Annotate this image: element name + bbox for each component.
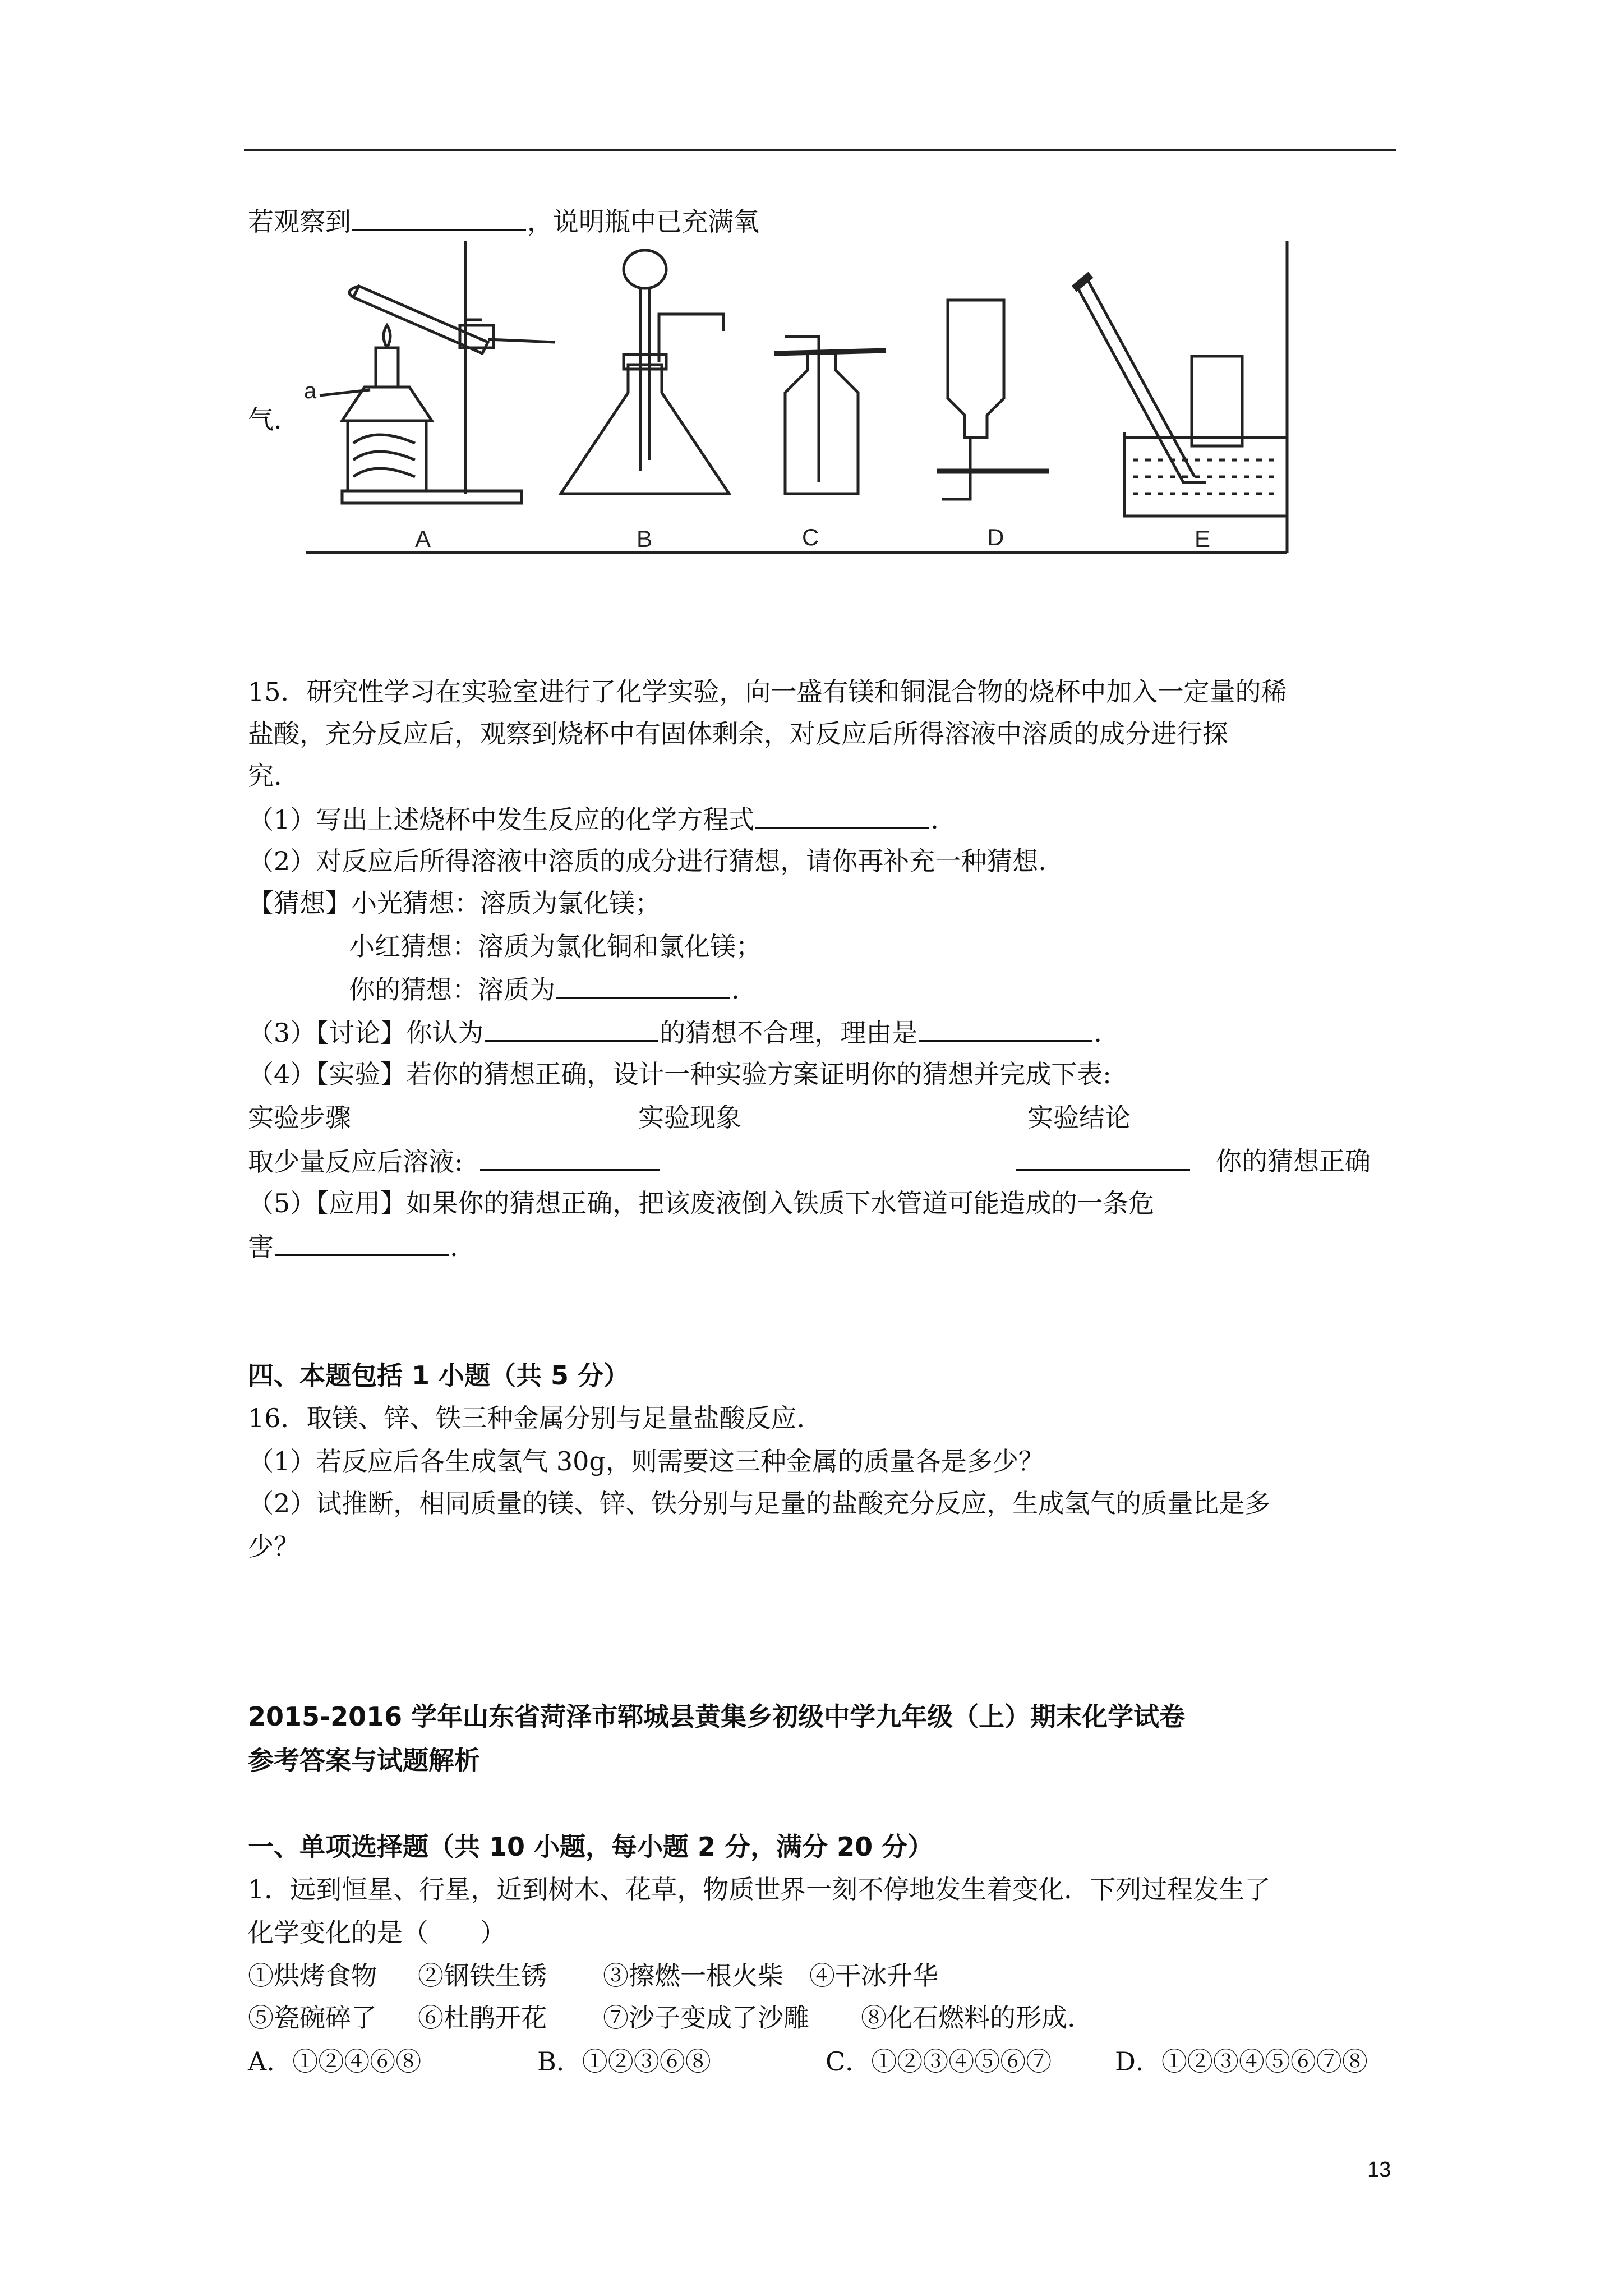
table-row-step (248, 1144, 661, 1179)
answer-blank[interactable] (919, 1015, 1092, 1042)
table-row-phenomenon (1015, 1144, 1191, 1179)
answer-blank[interactable] (1016, 1144, 1190, 1171)
q1-stem-b: 化学变化的是（ ） (248, 1917, 506, 1948)
choice-d[interactable]: D．①②③④⑤⑥⑦⑧ (1115, 2046, 1368, 2077)
q15-part-4 (248, 1057, 1112, 1091)
q14-text-a: 若观察到 (248, 206, 351, 237)
q16-part-2b: 少？ (248, 1531, 299, 1562)
table-header-phenomenon: 实验现象 (638, 1102, 741, 1133)
apparatus-e (1074, 275, 1287, 516)
q1-item: ⑦沙子变成了沙雕 (603, 2003, 809, 2033)
q15-text: . (450, 1232, 458, 1262)
q1-item: ③擦燃一根火柴 (603, 1961, 783, 1991)
page-number: 13 (1367, 2158, 1391, 2182)
q15-text: . (731, 974, 740, 1005)
label-a-small: a (304, 379, 317, 403)
q15-intro-1 (248, 675, 1287, 708)
q15-text: 盐酸，充分反应后，观察到烧杯中有固体剩余，对反应后所得溶液中溶质的成分进行探 (248, 719, 1228, 749)
q15-intro-2 (248, 717, 1228, 751)
q1-item: ⑥杜鹃开花 (418, 2003, 547, 2033)
q14-text-c: 气. (248, 404, 282, 435)
q1-item: ②钢铁生锈 (418, 1961, 547, 1991)
q1-item: ①烘烤食物 (248, 1961, 377, 1991)
q15-text: 你的猜想：溶质为 (349, 974, 555, 1005)
q15-guess-1 (248, 886, 661, 920)
q15-text: 的猜想不合理，理由是 (660, 1018, 918, 1048)
table-header-conclusion: 实验结论 (1027, 1102, 1131, 1133)
choice-b[interactable]: B．①②③⑥⑧ (537, 2046, 711, 2077)
apparatus-c (774, 337, 886, 494)
apparatus-figure (297, 236, 1290, 561)
label-c: C (802, 524, 819, 550)
label-e: E (1195, 526, 1211, 552)
q1-item: ⑤瓷碗碎了 (248, 2003, 377, 2033)
answer-title: 2015-2016 学年山东省菏泽市郓城县黄集乡初级中学九年级（上）期末化学试卷 (248, 1701, 1186, 1732)
q14-observe-line (248, 204, 759, 238)
q1-item: ⑧化石燃料的形成. (861, 2003, 1076, 2033)
label-d: D (987, 524, 1004, 550)
q15-guess-3 (349, 972, 740, 1006)
q14-text-b: ，说明瓶中已充满氧 (527, 206, 759, 237)
answer-blank[interactable] (556, 972, 730, 999)
q15-text: 15．研究性学习在实验室进行了化学实验，向一盛有镁和铜混合物的烧杯中加入一定量的稀 (248, 677, 1287, 707)
answer-blank[interactable] (352, 204, 526, 231)
label-b: B (637, 526, 653, 552)
q15-text: 究. (248, 761, 282, 791)
q16-stem: 16．取镁、锌、铁三种金属分别与足量盐酸反应. (248, 1403, 805, 1433)
table-header-step: 实验步骤 (248, 1102, 351, 1133)
q15-part-2 (248, 844, 1046, 878)
q15-part-5 (248, 1186, 1154, 1220)
section4-heading: 四、本题包括 1 小题（共 5 分） (248, 1360, 630, 1391)
q15-text: . (930, 804, 939, 835)
q14-gas-line (248, 403, 282, 436)
table-row-conclusion: 你的猜想正确 (1216, 1146, 1371, 1176)
q15-text: . (1094, 1018, 1102, 1048)
choice-a[interactable]: A．①②④⑥⑧ (248, 2046, 422, 2077)
section1-heading: 一、单项选择题（共 10 小题，每小题 2 分，满分 20 分） (248, 1832, 934, 1862)
q15-text: 取少量反应后溶液: (248, 1147, 463, 1177)
q15-part-1 (248, 802, 939, 836)
q15-guess-2 (349, 930, 762, 963)
q15-text: （5）【应用】如果你的猜想正确，把该废液倒入铁质下水管道可能造成的一条危 (248, 1188, 1155, 1218)
answer-blank[interactable] (275, 1230, 449, 1256)
q15-text: （3）【讨论】你认为 (248, 1018, 484, 1048)
answer-blank[interactable] (485, 1015, 658, 1042)
q15-text: （1）写出上述烧杯中发生反应的化学方程式 (248, 804, 755, 835)
q16-part-2a: （2）试推断，相同质量的镁、锌、铁分别与足量的盐酸充分反应，生成氢气的质量比是多 (248, 1488, 1271, 1519)
q15-text: 【猜想】小光猜想：溶质为氯化镁； (248, 888, 661, 918)
answer-blank[interactable] (755, 802, 929, 829)
choice-c[interactable]: C．①②③④⑤⑥⑦ (826, 2046, 1052, 2077)
q15-text: （2）对反应后所得溶液中溶质的成分进行猜想，请你再补充一种猜想. (248, 846, 1046, 876)
q16-part-1: （1）若反应后各生成氢气 30g，则需要这三种金属的质量各是多少？ (248, 1446, 1044, 1476)
answer-subtitle: 参考答案与试题解析 (248, 1745, 480, 1775)
q15-text: （4）【实验】若你的猜想正确，设计一种实验方案证明你的猜想并完成下表: (248, 1059, 1112, 1089)
q15-part-5b (248, 1230, 458, 1264)
label-a: A (415, 526, 431, 552)
q15-intro-3 (248, 759, 282, 793)
apparatus-d (937, 300, 1049, 499)
header-rule (244, 149, 1396, 151)
q15-part-3 (248, 1015, 1102, 1050)
apparatus-a (342, 241, 555, 503)
apparatus-b (561, 250, 729, 494)
answer-blank[interactable] (480, 1144, 660, 1171)
q1-stem-a: 1．远到恒星、行星，近到树木、花草，物质世界一刻不停地发生着变化．下列过程发生了 (248, 1874, 1271, 1904)
q15-text: 小红猜想：溶质为氯化铜和氯化镁； (349, 931, 762, 961)
q1-item: ④干冰升华 (809, 1961, 938, 1991)
q15-text: 害 (248, 1232, 274, 1262)
